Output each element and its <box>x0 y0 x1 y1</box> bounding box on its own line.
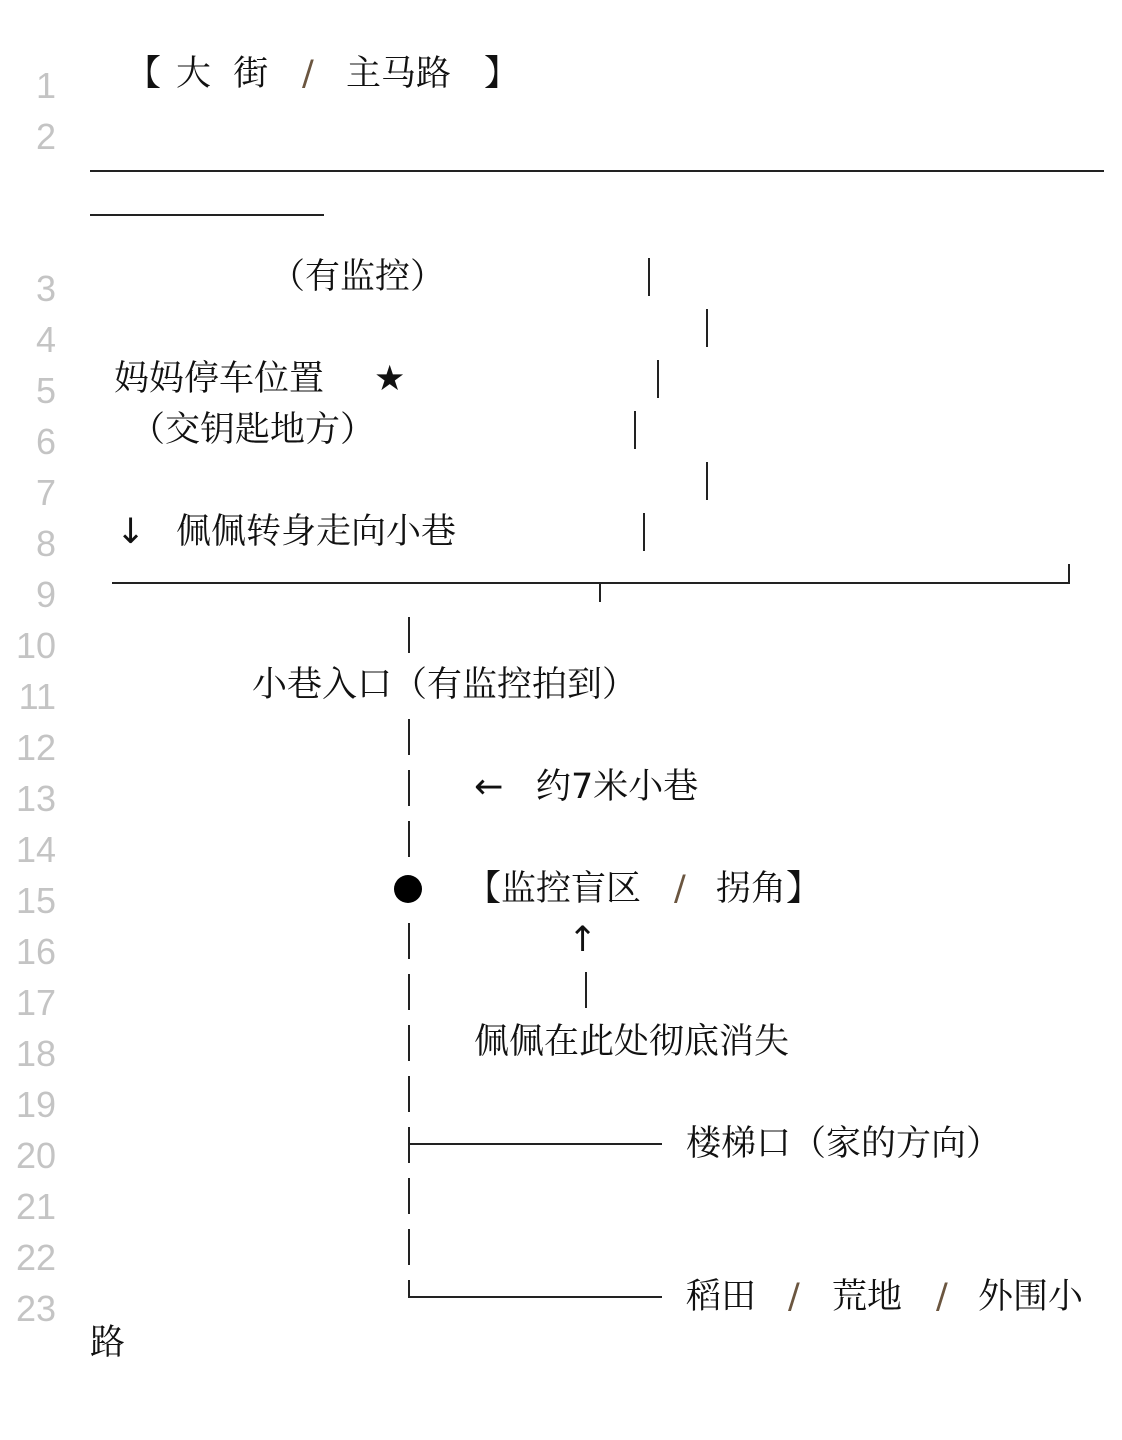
title-bracket-close: 】 <box>484 54 520 94</box>
blind-spot-slash: / <box>674 869 686 909</box>
alley-line <box>408 1127 410 1163</box>
street-edge-tick <box>599 582 601 602</box>
blind-spot-label: 【监控盲区 <box>466 869 642 909</box>
outer-path-label-wrap: 路 <box>90 1323 126 1363</box>
outer-slash: / <box>788 1277 800 1317</box>
line-number: 3 <box>35 268 56 309</box>
line-number: 16 <box>15 931 56 972</box>
road-tick <box>657 360 659 398</box>
road-tick <box>643 513 645 551</box>
line-number: 14 <box>15 829 56 870</box>
road-tick <box>648 258 650 296</box>
line-number: 13 <box>15 778 56 819</box>
title-street: 大 街 <box>176 54 269 94</box>
alley-line <box>408 923 410 959</box>
alley-line <box>408 1076 410 1112</box>
line-number: 21 <box>15 1186 56 1227</box>
alley-line <box>408 1178 410 1214</box>
outer-path-label: 外围小 <box>978 1277 1084 1317</box>
street-edge-line <box>112 582 1070 584</box>
blind-corner-label: 拐角】 <box>716 869 822 909</box>
alley-line <box>408 617 410 653</box>
line-number: 8 <box>35 523 56 564</box>
outer-branch-line <box>408 1296 662 1298</box>
alley-length-label: 约7米小巷 <box>536 767 699 807</box>
alley-line <box>408 719 410 755</box>
arrow-up-icon: ↑ <box>568 920 598 960</box>
line-number: 17 <box>15 982 56 1023</box>
mom-parking-label: 妈妈停车位置 <box>114 359 325 399</box>
title-road: 主马路 <box>346 54 452 94</box>
line-number: 11 <box>18 676 56 717</box>
star-icon: ★ <box>374 359 406 399</box>
main-road-rule-short <box>90 214 324 216</box>
monitored-label: （有监控） <box>270 257 446 297</box>
line-number: 6 <box>35 421 56 462</box>
peipei-turns-label: 佩佩转身走向小巷 <box>176 512 457 552</box>
street-edge-end <box>1068 564 1070 584</box>
alley-entrance-label: 小巷入口（有监控拍到） <box>252 665 638 705</box>
line-number: 20 <box>15 1135 56 1176</box>
line-number: 1 <box>35 65 56 106</box>
line-number: 23 <box>15 1288 56 1329</box>
key-handover-label: （交钥匙地方） <box>130 410 376 450</box>
alley-line <box>408 821 410 857</box>
stairs-branch-line <box>408 1143 662 1145</box>
line-number: 15 <box>15 880 56 921</box>
main-road-rule <box>90 170 1104 172</box>
alley-line <box>408 1229 410 1265</box>
line-number: 18 <box>15 1033 56 1074</box>
vanish-label: 佩佩在此处彻底消失 <box>474 1022 790 1062</box>
paddy-label: 稻田 <box>686 1277 757 1317</box>
line-number: 10 <box>15 625 56 666</box>
line-number: 12 <box>15 727 56 768</box>
title-slash: / <box>302 54 314 94</box>
road-tick <box>634 411 636 449</box>
alley-line <box>408 770 410 806</box>
road-tick <box>706 462 708 500</box>
line-number: 7 <box>35 472 56 513</box>
line-number: 9 <box>35 574 56 615</box>
arrow-down-icon: ↓ <box>116 512 146 552</box>
arrow-left-icon: ← <box>474 767 504 807</box>
road-tick <box>706 309 708 347</box>
title-bracket-open: 【 <box>126 54 162 94</box>
vanish-point-marker <box>394 875 422 903</box>
alley-line <box>408 974 410 1010</box>
line-number: 5 <box>35 370 56 411</box>
wasteland-label: 荒地 <box>832 1277 903 1317</box>
alley-line <box>408 1025 410 1061</box>
line-number: 22 <box>15 1237 56 1278</box>
line-number: 4 <box>35 319 56 360</box>
line-number: 19 <box>15 1084 56 1125</box>
line-number: 2 <box>35 116 56 157</box>
pointer-line <box>585 972 587 1008</box>
stairs-label: 楼梯口（家的方向） <box>686 1124 1002 1164</box>
outer-slash: / <box>936 1277 948 1317</box>
